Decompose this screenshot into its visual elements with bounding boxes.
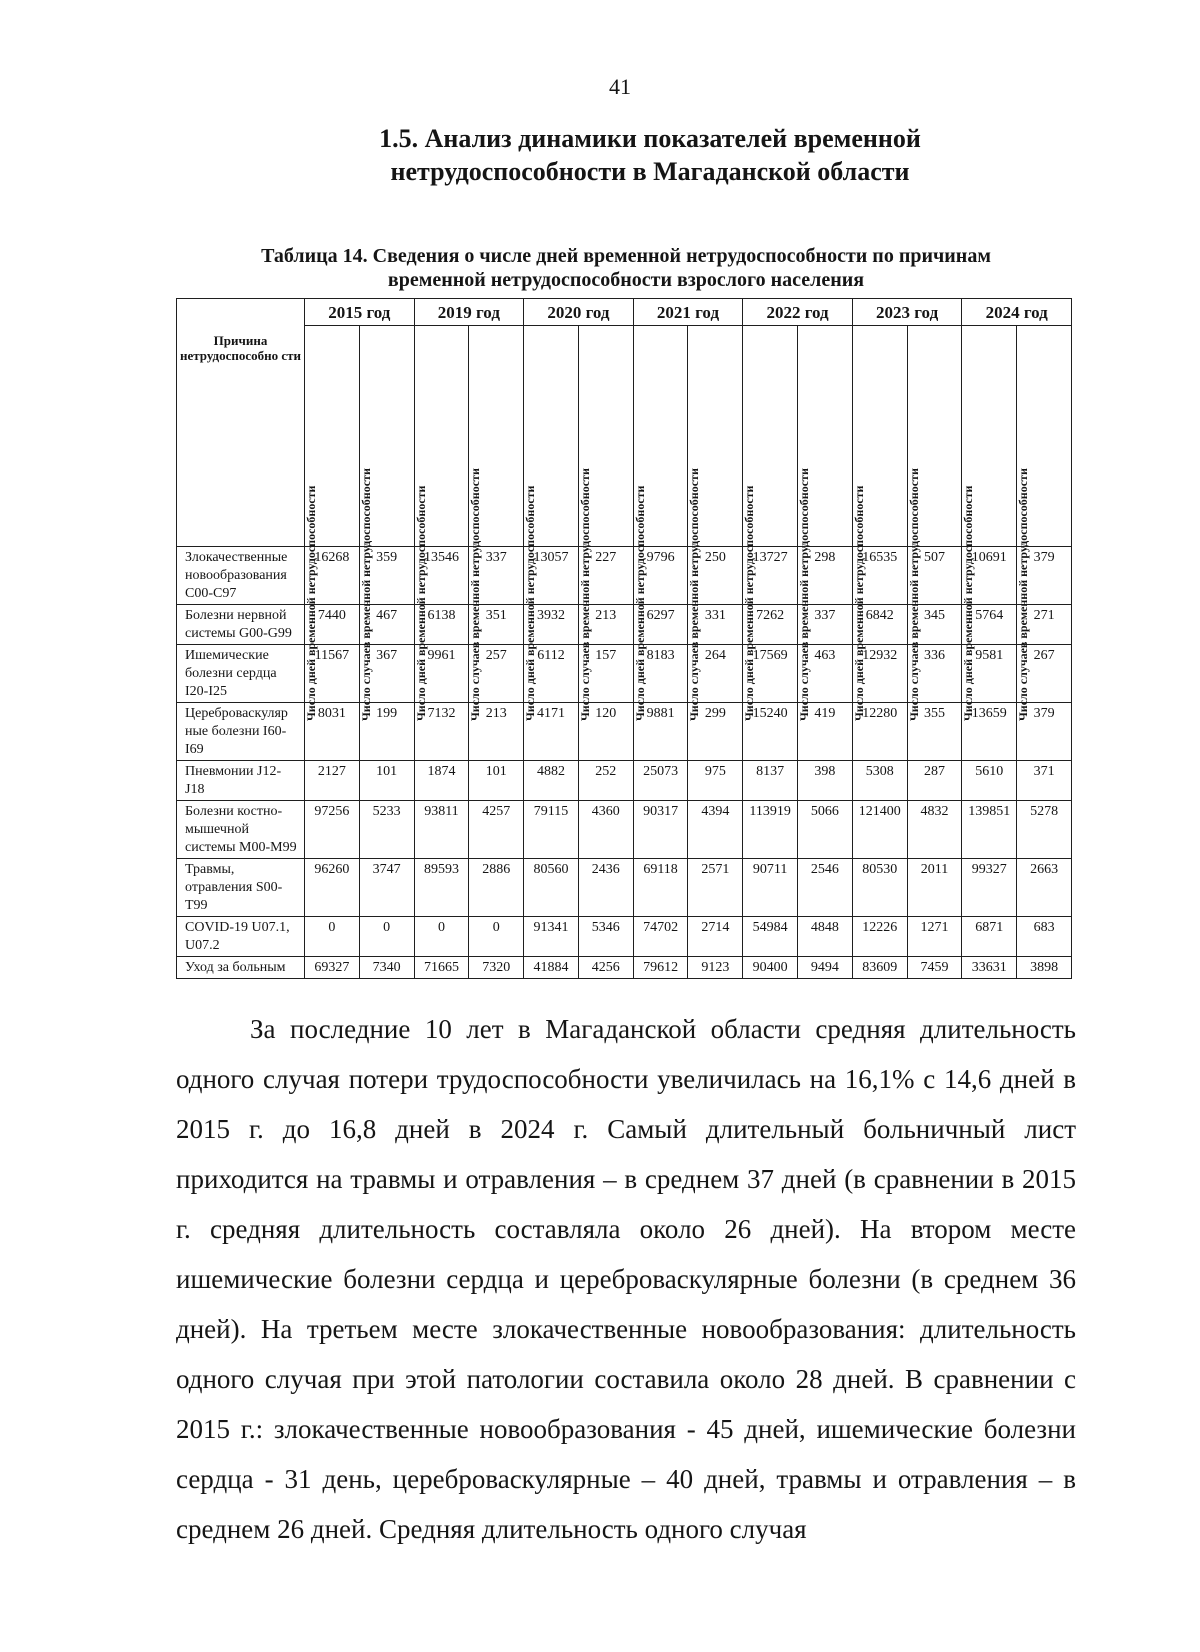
days-value-cell: 9881: [633, 703, 688, 761]
cases-value-cell: 2663: [1017, 859, 1072, 917]
days-value-cell: 8031: [305, 703, 360, 761]
cases-value-cell: 337: [798, 605, 853, 645]
cases-value-cell: 337: [469, 547, 524, 605]
table-row: [177, 957, 1072, 979]
subheader-label: Число дней временной нетрудоспособности: [413, 485, 428, 721]
cases-value-cell: 4360: [578, 801, 633, 859]
cause-cell: Травмы, отравления S00-T99: [177, 859, 305, 917]
days-value-cell: 16268: [305, 547, 360, 605]
subheader-label: Число случаев временной нетрудоспособности: [687, 468, 702, 721]
days-value-cell: 13057: [524, 547, 579, 605]
cause-cell: Ишемические болезни сердца I20-I25: [177, 645, 305, 703]
cases-value-cell: 213: [578, 605, 633, 645]
table-row: [177, 801, 1072, 859]
days-value-cell: 15240: [743, 703, 798, 761]
table-row: [177, 859, 1072, 917]
cases-value-cell: 355: [907, 703, 962, 761]
cases-value-cell: 3898: [1017, 957, 1072, 979]
cases-value-cell: 4832: [907, 801, 962, 859]
cases-value-cell: 398: [798, 761, 853, 801]
cases-value-cell: 5066: [798, 801, 853, 859]
cause-cell: COVID-19 U07.1, U07.2: [177, 917, 305, 957]
days-value-cell: 6842: [852, 605, 907, 645]
table-row: [177, 917, 1072, 957]
cases-value-cell: 1271: [907, 917, 962, 957]
days-value-cell: 90400: [743, 957, 798, 979]
subheader-label: Число случаев временной нетрудоспособности: [1016, 468, 1031, 721]
days-value-cell: 99327: [962, 859, 1017, 917]
cases-value-cell: 9494: [798, 957, 853, 979]
cases-value-cell: 379: [1017, 547, 1072, 605]
days-value-cell: 11567: [305, 645, 360, 703]
days-value-cell: 10691: [962, 547, 1017, 605]
cases-value-cell: 331: [688, 605, 743, 645]
cases-value-cell: 157: [578, 645, 633, 703]
days-value-cell: 74702: [633, 917, 688, 957]
subheader-label: Число случаев временной нетрудоспособности: [577, 468, 592, 721]
cases-value-cell: 5278: [1017, 801, 1072, 859]
subheader-label: Число случаев временной нетрудоспособности: [906, 468, 921, 721]
cause-cell: Злокачественные новообразования C00-C97: [177, 547, 305, 605]
subheader-label: Число дней временной нетрудоспособности: [523, 485, 538, 721]
days-value-cell: 91341: [524, 917, 579, 957]
days-value-cell: 83609: [852, 957, 907, 979]
cases-value-cell: 252: [578, 761, 633, 801]
days-value-cell: 12280: [852, 703, 907, 761]
days-value-cell: 6297: [633, 605, 688, 645]
subheader-label: Число дней временной нетрудоспособности: [742, 485, 757, 721]
days-value-cell: 16535: [852, 547, 907, 605]
days-value-cell: 54984: [743, 917, 798, 957]
year-header: 2020 год: [524, 299, 634, 326]
cases-value-cell: 419: [798, 703, 853, 761]
days-value-cell: 1874: [414, 761, 469, 801]
days-value-cell: 71665: [414, 957, 469, 979]
days-value-cell: 13659: [962, 703, 1017, 761]
days-value-cell: 69118: [633, 859, 688, 917]
cases-value-cell: 299: [688, 703, 743, 761]
days-value-cell: 25073: [633, 761, 688, 801]
subheader-label: Число случаев временной нетрудоспособности: [358, 468, 373, 721]
days-value-cell: 12226: [852, 917, 907, 957]
days-value-cell: 13546: [414, 547, 469, 605]
subheader-row: [177, 326, 1072, 547]
year-header-row: [177, 299, 1072, 326]
days-value-cell: 12932: [852, 645, 907, 703]
cases-value-cell: 7340: [359, 957, 414, 979]
days-value-cell: 90317: [633, 801, 688, 859]
days-value-cell: 5610: [962, 761, 1017, 801]
cases-value-cell: 367: [359, 645, 414, 703]
cases-value-cell: 975: [688, 761, 743, 801]
days-value-cell: 139851: [962, 801, 1017, 859]
cause-cell: Уход за больным: [177, 957, 305, 979]
table-caption-line: Таблица 14. Сведения о числе дней временной нетрудоспособности по причинам: [261, 245, 991, 267]
cases-value-cell: 2011: [907, 859, 962, 917]
year-header: 2015 год: [305, 299, 415, 326]
cause-cell: Цереброваскуляр ные болезни I60-I69: [177, 703, 305, 761]
table-caption: [176, 244, 1076, 292]
cases-value-cell: 4257: [469, 801, 524, 859]
cases-value-cell: 351: [469, 605, 524, 645]
cases-value-cell: 0: [359, 917, 414, 957]
cases-value-cell: 336: [907, 645, 962, 703]
cases-value-cell: 2886: [469, 859, 524, 917]
section-title: [180, 122, 1120, 188]
days-value-cell: 3932: [524, 605, 579, 645]
cases-value-cell: 9123: [688, 957, 743, 979]
table-caption-line: временной нетрудоспособности взрослого населения: [387, 269, 865, 291]
cases-value-cell: 7459: [907, 957, 962, 979]
cases-value-cell: 3747: [359, 859, 414, 917]
section-title-line: 1.5. Анализ динамики показателей временной: [379, 124, 921, 153]
days-value-cell: 79612: [633, 957, 688, 979]
days-value-cell: 8183: [633, 645, 688, 703]
year-header: 2021 год: [633, 299, 743, 326]
days-value-cell: 90711: [743, 859, 798, 917]
cases-value-cell: 267: [1017, 645, 1072, 703]
days-value-cell: 17569: [743, 645, 798, 703]
cases-value-cell: 271: [1017, 605, 1072, 645]
days-value-cell: 6871: [962, 917, 1017, 957]
subheader-label: Число дней временной нетрудоспособности: [851, 485, 866, 721]
year-header: 2023 год: [852, 299, 962, 326]
days-value-cell: 7132: [414, 703, 469, 761]
days-value-cell: 89593: [414, 859, 469, 917]
subheader-label: Число дней временной нетрудоспособности: [632, 485, 647, 721]
cases-value-cell: 264: [688, 645, 743, 703]
cases-value-cell: 467: [359, 605, 414, 645]
cases-value-cell: 0: [469, 917, 524, 957]
cases-value-cell: 4848: [798, 917, 853, 957]
days-value-cell: 69327: [305, 957, 360, 979]
days-value-cell: 5764: [962, 605, 1017, 645]
days-value-cell: 0: [414, 917, 469, 957]
subheader-label: Число случаев временной нетрудоспособности: [797, 468, 812, 721]
sick-leave-table: [176, 298, 1072, 979]
section-title-line: нетрудоспособности в Магаданской области: [390, 157, 910, 186]
cases-value-cell: 250: [688, 547, 743, 605]
year-header: 2024 год: [962, 299, 1072, 326]
cases-value-cell: 683: [1017, 917, 1072, 957]
cases-value-cell: 5346: [578, 917, 633, 957]
body-paragraph: За последние 10 лет в Магаданской области средняя длительность одного случая потери трудоспособности увеличилась на 16,1% с 14,6 дней в 2015 г. до 16,8 дней в 2024 г. Самый длительный больничный лист приходится на травмы и отравления – в среднем 37 дней (в сравнении в 2015 г. средняя длительность составляла около 26 дней). На втором месте ишемические болезни сердца и цереброваскулярные болезни (в среднем 36 дней). На третьем месте злокачественные новообразования: длительность одного случая при этой патологии составила около 28 дней. В сравнении с 2015 г.: злокачественные новообразования - 45 дней, ишемические болезни сердца - 31 день, цереброваскулярные – 40 дней, травмы и отравления – в среднем 26 дней. Средняя длительность одного случая: [176, 1014, 1076, 1544]
cases-value-cell: 463: [798, 645, 853, 703]
cases-value-cell: 379: [1017, 703, 1072, 761]
cases-value-cell: 345: [907, 605, 962, 645]
days-value-cell: 7440: [305, 605, 360, 645]
cases-value-cell: 507: [907, 547, 962, 605]
days-value-cell: 121400: [852, 801, 907, 859]
cases-value-cell: 2571: [688, 859, 743, 917]
days-value-cell: 96260: [305, 859, 360, 917]
cases-value-cell: 227: [578, 547, 633, 605]
cases-value-cell: 371: [1017, 761, 1072, 801]
cases-value-cell: 2714: [688, 917, 743, 957]
days-value-cell: 4171: [524, 703, 579, 761]
days-value-cell: 5308: [852, 761, 907, 801]
days-value-cell: 9796: [633, 547, 688, 605]
cases-value-cell: 120: [578, 703, 633, 761]
cause-cell: Пневмонии J12-J18: [177, 761, 305, 801]
days-value-cell: 9581: [962, 645, 1017, 703]
cause-column-header: Причина нетрудоспособно сти: [177, 299, 305, 547]
days-value-cell: 97256: [305, 801, 360, 859]
cause-cell: Болезни нервной системы G00-G99: [177, 605, 305, 645]
cases-value-cell: 5233: [359, 801, 414, 859]
days-value-cell: 8137: [743, 761, 798, 801]
cases-value-cell: 2546: [798, 859, 853, 917]
cause-cell: Болезни костно-мышечной системы M00-M99: [177, 801, 305, 859]
days-value-cell: 41884: [524, 957, 579, 979]
cases-value-cell: 199: [359, 703, 414, 761]
cases-value-cell: 287: [907, 761, 962, 801]
year-header: 2019 год: [414, 299, 524, 326]
days-value-cell: 9961: [414, 645, 469, 703]
subheader-label: Число случаев временной нетрудоспособности: [468, 468, 483, 721]
days-value-cell: 2127: [305, 761, 360, 801]
cases-value-cell: 2436: [578, 859, 633, 917]
days-value-cell: 4882: [524, 761, 579, 801]
days-value-cell: 79115: [524, 801, 579, 859]
table-row: [177, 761, 1072, 801]
days-value-cell: 13727: [743, 547, 798, 605]
days-value-cell: 80530: [852, 859, 907, 917]
year-header: 2022 год: [743, 299, 853, 326]
days-value-cell: 7262: [743, 605, 798, 645]
page-number: 41: [609, 74, 631, 99]
cases-value-cell: 257: [469, 645, 524, 703]
subheader-label: Число дней временной нетрудоспособности: [961, 485, 976, 721]
days-value-cell: 6138: [414, 605, 469, 645]
days-value-cell: 93811: [414, 801, 469, 859]
days-value-cell: 0: [305, 917, 360, 957]
cases-value-cell: 101: [469, 761, 524, 801]
days-value-cell: 6112: [524, 645, 579, 703]
cases-value-cell: 4394: [688, 801, 743, 859]
cases-value-cell: 101: [359, 761, 414, 801]
cases-value-cell: 359: [359, 547, 414, 605]
cases-value-cell: 213: [469, 703, 524, 761]
cases-value-cell: 7320: [469, 957, 524, 979]
subheader-label: Число дней временной нетрудоспособности: [304, 485, 318, 721]
days-value-cell: 33631: [962, 957, 1017, 979]
cases-value-cell: 4256: [578, 957, 633, 979]
cases-value-cell: 298: [798, 547, 853, 605]
days-value-cell: 80560: [524, 859, 579, 917]
days-value-cell: 113919: [743, 801, 798, 859]
